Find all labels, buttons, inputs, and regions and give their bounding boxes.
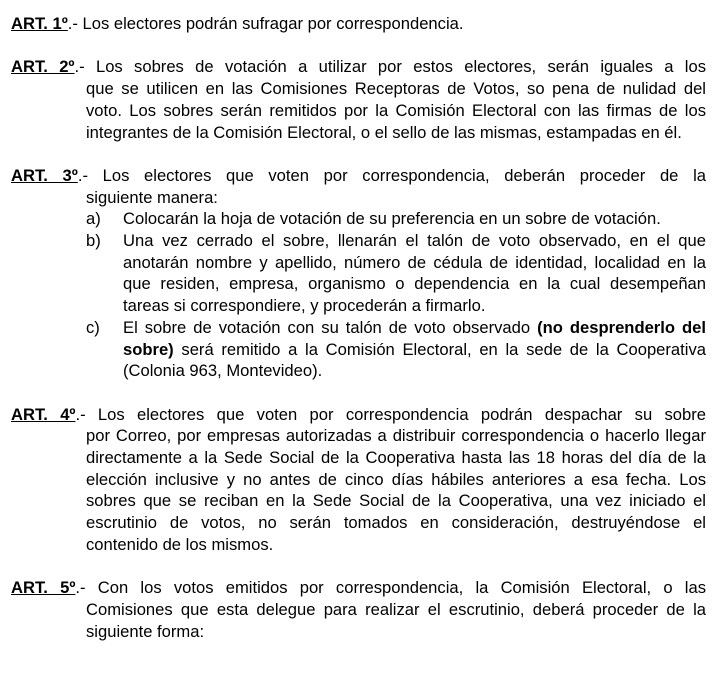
item-b-letter: b) <box>86 231 101 250</box>
article-2 <box>11 56 706 143</box>
article-3 <box>11 165 706 382</box>
article-5-label: ART. 5º <box>11 578 76 598</box>
article-3-items <box>11 208 706 382</box>
list-item-c <box>86 317 706 382</box>
article-2-first-line <box>11 56 706 78</box>
item-c-text <box>123 317 706 382</box>
article-4 <box>11 404 706 556</box>
article-5-first-text: .- Con los votos emitidos por correspondencia, la Comisión Electoral, o las <box>75 578 707 598</box>
list-item-b <box>86 230 706 317</box>
item-c-letter: c) <box>86 317 100 337</box>
article-1-text: .- Los electores podrán sufragar por correspondencia. <box>67 14 464 33</box>
item-c-text-before: El sobre de votación con su talón de voto observado <box>123 317 538 337</box>
item-c-text-after: será remitido a la Comisión Electoral, en la sede de la Cooperativa (Colonia 963, Montevideo). <box>123 339 706 381</box>
article-3-first-line <box>11 165 706 187</box>
article-3-body: siguiente manera: <box>86 187 218 207</box>
document-page <box>11 13 706 664</box>
item-a-letter: a) <box>86 209 101 229</box>
article-2-first-text: .- Los sobres de votación a utilizar por estos electores, serán iguales a los <box>74 57 706 77</box>
article-4-first-text: .- Los electores que voten por correspondencia podrán despachar su sobre <box>75 404 706 424</box>
article-3-first-text: .- Los electores que voten por correspondencia, deberán proceder de la <box>77 165 706 185</box>
article-3-label: ART. 3º <box>11 165 78 185</box>
item-a-text: Colocarán la hoja de votación de su preferencia en un sobre de votación. <box>123 209 661 229</box>
article-5-body: Comisiones que esta delegue para realizar el escrutinio, deberá proceder de la siguiente forma: <box>86 599 706 641</box>
article-2-label: ART. 2º <box>11 57 75 77</box>
item-c-text-bold: (no desprenderlo del sobre) <box>123 317 706 359</box>
article-1 <box>11 13 706 35</box>
article-4-body: por Correo, por empresas autorizadas a distribuir correspondencia o hacerlo llegar directamente a la Sede Social de la Cooperativa hasta las 18 horas del día de la elección inclusive y no antes de cinco días hábiles anteriores a esa fecha. Los sobres que se reciban en la Sede Social de la Cooperativa, una vez iniciado el escrutinio de votos, no serán tomados en consideración, destruyéndose el contenido de los mismos. <box>86 426 706 554</box>
article-2-body: que se utilicen en las Comisiones Receptoras de Votos, so pena de nulidad del voto. Los sobres serán remitidos por la Comisión Electoral con las firmas de los integrantes de la Comisión Electoral, o el sello de las mismas, estampadas en él. <box>86 79 706 142</box>
list-item-a <box>86 208 706 230</box>
article-4-label: ART. 4º <box>11 404 76 424</box>
article-4-first-line <box>11 404 706 426</box>
article-1-first-line <box>11 13 706 35</box>
item-b-text: Una vez cerrado el sobre, llenarán el talón de voto observado, en el que anotarán nombre y apellido, número de cédula de identidad, localidad en la que residen, empresa, organismo o dependencia en la cual desempeñan tareas si correspondiere, y procederán a firmarlo. <box>123 231 706 316</box>
article-5 <box>11 577 706 642</box>
article-5-first-line <box>11 577 706 599</box>
article-1-label: ART. 1º <box>11 14 68 33</box>
